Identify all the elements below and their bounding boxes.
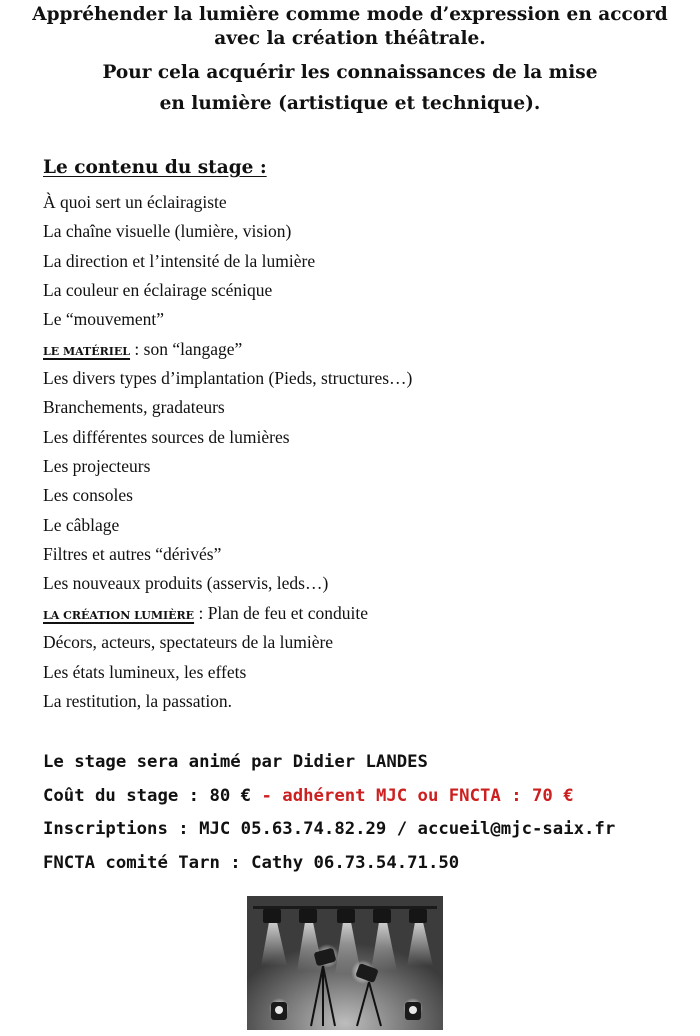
list-item: Les projecteurs — [43, 456, 151, 477]
list-item: Les consoles — [43, 485, 133, 506]
cost-line — [43, 780, 615, 814]
list-item: Les différentes sources de lumières — [43, 426, 290, 447]
cost-member: - adhérent MJC ou FNCTA : 70 € — [251, 785, 574, 806]
list-item: Le “mouvement” — [43, 309, 164, 330]
footer-info — [43, 746, 615, 881]
creation-row — [43, 599, 683, 628]
content-heading: Le contenu du stage : — [43, 157, 267, 178]
list-item: Décors, acteurs, spectateurs de la lumière — [43, 632, 334, 653]
animator-line: Le stage sera animé par Didier LANDES — [43, 752, 428, 772]
list-item: Filtres et autres “dérivés” — [43, 544, 222, 565]
materiel-row — [43, 335, 683, 364]
materiel-text: : son “langage” — [130, 338, 243, 359]
materiel-subheading: LE MATÉRIEL — [43, 344, 131, 358]
list-item: Le câblage — [43, 514, 120, 535]
committee-line: FNCTA comité Tarn : Cathy 06.73.54.71.50 — [43, 853, 460, 874]
intro-line-4: en lumière (artistique et technique). — [159, 93, 541, 114]
registration-line: Inscriptions : MJC 05.63.74.82.29 / accueil@mjc-saix.fr — [43, 819, 616, 840]
list-item: La direction et l’intensité de la lumière — [43, 250, 316, 271]
list-item: À quoi sert un éclairagiste — [43, 192, 227, 212]
list-item: Branchements, gradateurs — [43, 397, 225, 418]
list-item: Les nouveaux produits (asservis, leds…) — [43, 573, 329, 594]
list-item: La restitution, la passation. — [43, 690, 233, 711]
intro-line-3: Pour cela acquérir les connaissances de la mise — [102, 62, 598, 83]
list-item: Les états lumineux, les effets — [43, 661, 247, 682]
stage-spotlights-icon — [247, 896, 443, 1030]
cost-label: Coût du stage : 80 € — [43, 785, 252, 806]
list-item: La chaîne visuelle (lumière, vision) — [43, 221, 292, 242]
creation-subheading: LA CRÉATION LUMIÈRE — [43, 608, 195, 622]
intro-line-1: Appréhender la lumière comme mode d’expression en accord — [32, 4, 668, 25]
intro-line-2: avec la création théâtrale. — [214, 28, 486, 49]
list-item: La couleur en éclairage scénique — [43, 280, 273, 301]
list-item: Les divers types d’implantation (Pieds, structures…) — [43, 368, 413, 389]
creation-text: : Plan de feu et conduite — [194, 602, 369, 623]
content-list — [43, 188, 683, 716]
